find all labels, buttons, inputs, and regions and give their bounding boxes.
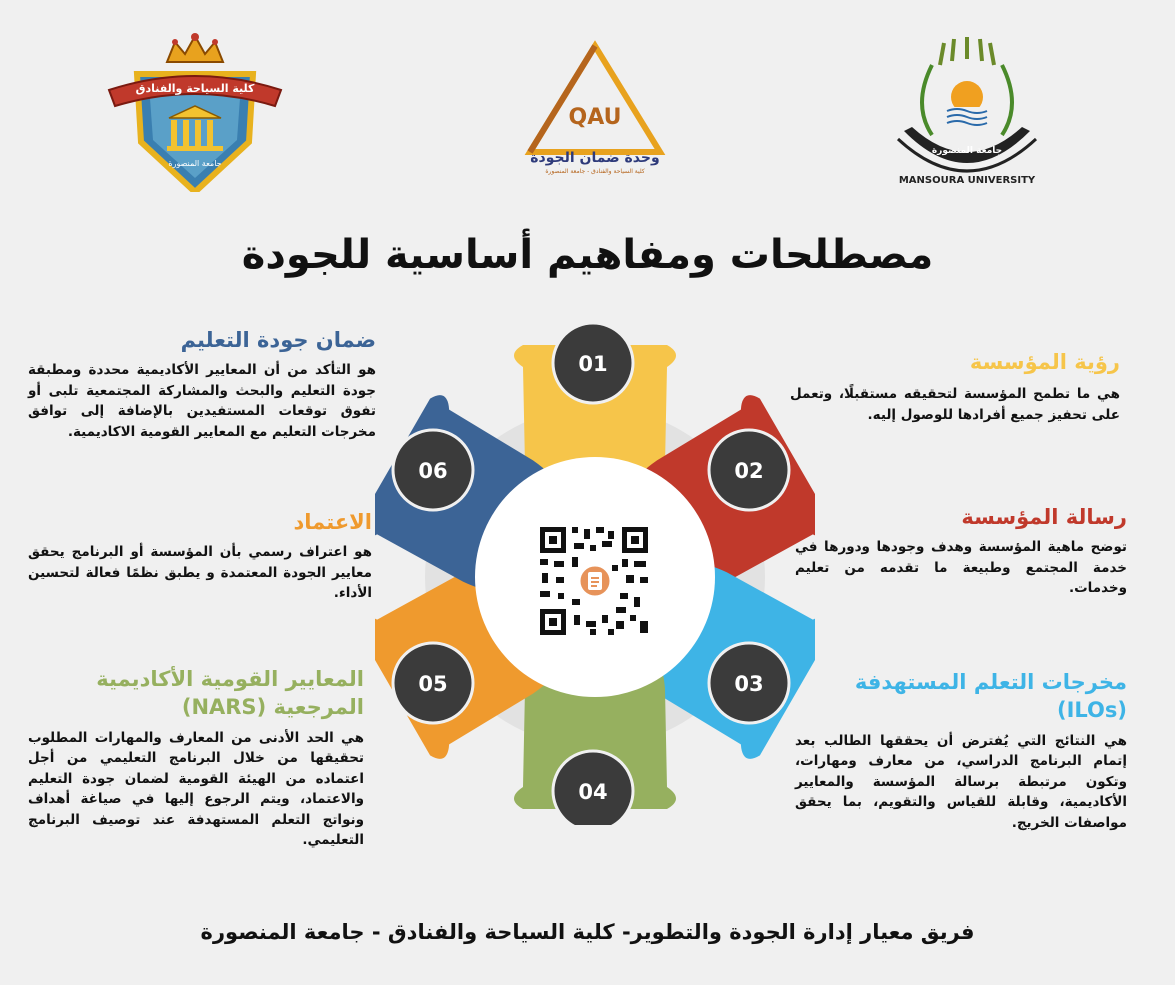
ilos-heading: مخرجات التعلم المستهدفة [854, 670, 1127, 694]
svg-text:05: 05 [418, 672, 448, 696]
section-nars [28, 665, 364, 851]
quality-text: هو التأكد من أن المعايير الأكاديمية محددة ومطبقة جودة التعليم والبحث والمشاركة المجتمعية تلبى أو تفوق توقعات المستفيدين بالإضافة إلى توافق مخرجات التعليم مع المعايير القومية الاكاديمية. [28, 362, 376, 440]
ilos-heading-abbr: (ILOs) [1056, 698, 1127, 723]
faculty-name-text: كلية السياحة والفنادق [135, 82, 255, 95]
qr-code-icon [538, 525, 650, 637]
qau-name: وحدة ضمان الجودة [530, 150, 660, 166]
concept-wheel [375, 315, 815, 825]
faculty-sub-text: جامعة المنصورة [168, 159, 222, 168]
number-badge-06 [393, 430, 473, 510]
svg-text:02: 02 [734, 459, 764, 483]
number-badge-03 [709, 643, 789, 723]
university-ar: جامعة المنصورة [931, 146, 1003, 156]
qau-sub: كلية السياحة والفنادق - جامعة المنصورة [545, 168, 645, 175]
accreditation-text: هو اعتراف رسمي بأن المؤسسة أو البرنامج يحقق معايير الجودة المعتمدة و يطبق نظمًا فعالة لتحسين الأداء. [28, 544, 372, 602]
quality-heading: ضمان جودة التعليم [180, 328, 376, 352]
section-quality-assurance [28, 326, 376, 442]
ilos-text: هي النتائج التي يُفترض أن يحققها الطالب بعد إتمام البرنامج الدراسي، من معارف ومهارات، وتكون مرتبطة برسالة المؤسسة والمعايير الأكاديمية، وقابلة للقياس والتقويم، بما يحقق مواصفات الخريج. [795, 732, 1127, 831]
vision-heading: رؤية المؤسسة [969, 350, 1120, 374]
faculty-logo [105, 32, 285, 192]
section-vision [790, 348, 1120, 425]
triangle-icon [530, 46, 660, 152]
university-en: MANSOURA UNIVERSITY [898, 175, 1036, 186]
section-ilos [795, 668, 1127, 833]
svg-text:01: 01 [578, 352, 608, 376]
number-badge-04 [553, 751, 633, 825]
university-logo [892, 35, 1042, 190]
number-badge-01 [553, 323, 633, 403]
nars-heading-abbr: المرجعية (NARS) [181, 695, 364, 720]
mission-text: توضح ماهية المؤسسة وهدف وجودها ودورها في خدمة المجتمع وطبيعة ما تقدمه من تعليم وخدمات. [795, 539, 1127, 597]
section-accreditation [28, 508, 372, 604]
number-badge-02 [709, 430, 789, 510]
svg-text:03: 03 [734, 672, 764, 696]
qau-abbr: QAU [568, 105, 622, 130]
sun-icon [947, 81, 987, 127]
mission-heading: رسالة المؤسسة [961, 505, 1127, 529]
nars-heading: المعايير القومية الأكاديمية [96, 667, 364, 691]
nars-text: هي الحد الأدنى من المعارف والمهارات المطلوب تحقيقها من خلال البرنامج التعليمي من أجل اعتماده من الهيئة القومية لضمان جودة التعليم والاعتماد، ويتم الرجوع إليها في صياغة أهداف ونواتج التعلم المستهدفة عند توصيف البرنامج التعليمي. [28, 729, 364, 849]
page-title: مصطلحات ومفاهيم أساسية للجودة [241, 232, 934, 278]
qau-logo [520, 40, 670, 175]
section-mission [795, 503, 1127, 599]
crown-icon [167, 33, 223, 62]
number-badge-05 [393, 643, 473, 723]
svg-text:04: 04 [578, 780, 608, 804]
svg-text:06: 06 [418, 459, 448, 483]
footer-text: فريق معيار إدارة الجودة والتطوير- كلية السياحة والفنادق - جامعة المنصورة [200, 920, 975, 944]
vision-text: هي ما تطمح المؤسسة لتحقيقه مستقبلًا، وتعمل على تحفيز جميع أفرادها للوصول إليه. [790, 386, 1120, 423]
accreditation-heading: الاعتماد [293, 510, 372, 534]
